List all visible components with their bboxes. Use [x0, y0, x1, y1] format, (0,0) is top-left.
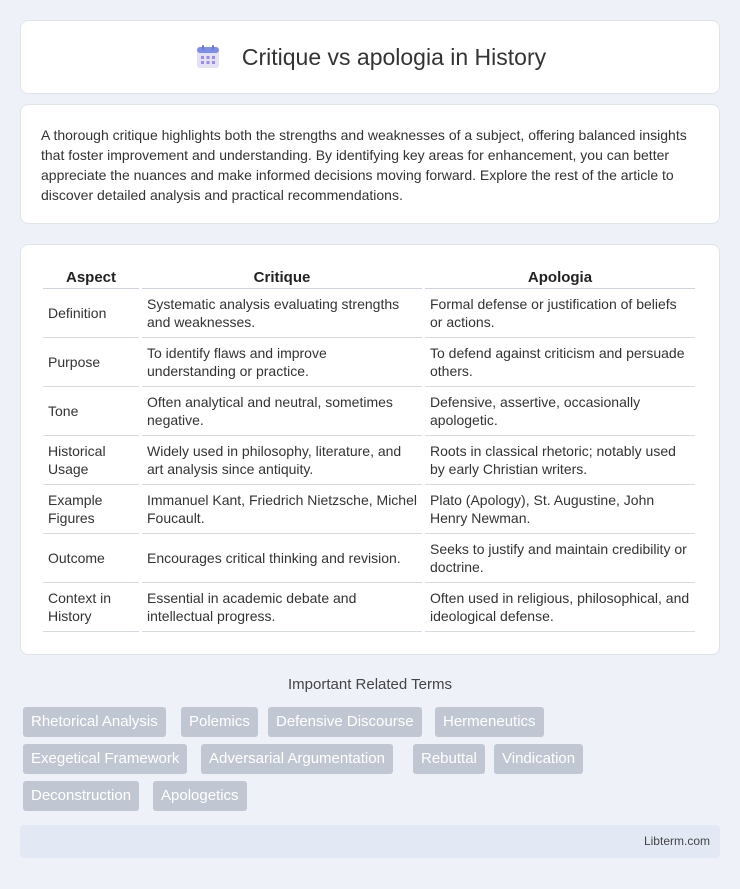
table-row — [43, 289, 695, 338]
cell-apologia: Defensive, assertive, occasionally apologetic. — [425, 387, 695, 436]
comparison-table — [40, 267, 698, 632]
cell-critique: Often analytical and neutral, sometimes negative. — [142, 387, 422, 436]
cell-apologia: Seeks to justify and maintain credibility or doctrine. — [425, 534, 695, 583]
cell-aspect: Purpose — [43, 338, 139, 387]
related-term-tag[interactable]: Adversarial Argumentation — [201, 744, 393, 774]
related-term-tag[interactable]: Defensive Discourse — [268, 707, 422, 737]
footer — [20, 825, 720, 858]
cell-apologia: To defend against criticism and persuade others. — [425, 338, 695, 387]
related-terms-heading: Important Related Terms — [288, 676, 452, 693]
table-row — [43, 485, 695, 534]
footer-site-link[interactable]: Libterm.com — [643, 834, 710, 848]
column-header-apologia: Apologia — [425, 267, 695, 289]
cell-aspect: Historical Usage — [43, 436, 139, 485]
intro-card — [20, 104, 720, 224]
calendar-icon — [194, 43, 222, 71]
table-row — [43, 387, 695, 436]
table-row — [43, 583, 695, 632]
cell-aspect: Example Figures — [43, 485, 139, 534]
table-row — [43, 534, 695, 583]
cell-critique: Encourages critical thinking and revision. — [142, 534, 422, 583]
cell-aspect: Tone — [43, 387, 139, 436]
cell-aspect: Definition — [43, 289, 139, 338]
related-term-tag[interactable]: Rhetorical Analysis — [23, 707, 166, 737]
cell-critique: To identify flaws and improve understanding or practice. — [142, 338, 422, 387]
cell-apologia: Formal defense or justification of beliefs or actions. — [425, 289, 695, 338]
related-term-tag[interactable]: Apologetics — [153, 781, 247, 811]
intro-text: A thorough critique highlights both the strengths and weaknesses of a subject, offering balanced insights that foster improvement and understanding. By identifying key areas for enhancement, you can better appreciate the nuances and make informed decisions moving forward. Explore the rest of the article to discover detailed analysis and practical recommendations. — [41, 127, 687, 203]
cell-aspect: Context in History — [43, 583, 139, 632]
table-row — [43, 436, 695, 485]
title-card — [20, 20, 720, 94]
related-term-tag[interactable]: Rebuttal — [413, 744, 485, 774]
cell-critique: Essential in academic debate and intellectual progress. — [142, 583, 422, 632]
related-term-tag[interactable]: Deconstruction — [23, 781, 139, 811]
table-row — [43, 338, 695, 387]
cell-apologia: Roots in classical rhetoric; notably used by early Christian writers. — [425, 436, 695, 485]
cell-apologia: Often used in religious, philosophical, and ideological defense. — [425, 583, 695, 632]
related-term-tag[interactable]: Hermeneutics — [435, 707, 544, 737]
cell-aspect: Outcome — [43, 534, 139, 583]
cell-critique: Widely used in philosophy, literature, and art analysis since antiquity. — [142, 436, 422, 485]
column-header-aspect: Aspect — [43, 267, 139, 289]
related-term-tag[interactable]: Exegetical Framework — [23, 744, 187, 774]
related-term-tag[interactable]: Polemics — [181, 707, 258, 737]
column-header-critique: Critique — [142, 267, 422, 289]
cell-critique: Immanuel Kant, Friedrich Nietzsche, Michel Foucault. — [142, 485, 422, 534]
cell-critique: Systematic analysis evaluating strengths and weaknesses. — [142, 289, 422, 338]
table-header-row — [43, 267, 695, 289]
comparison-card — [20, 244, 720, 655]
cell-apologia: Plato (Apology), St. Augustine, John Henry Newman. — [425, 485, 695, 534]
page-title: Critique vs apologia in History — [241, 43, 547, 70]
related-term-tag[interactable]: Vindication — [494, 744, 583, 774]
